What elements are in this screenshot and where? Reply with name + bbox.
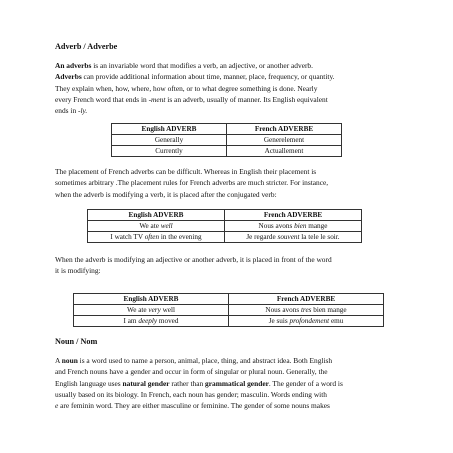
table-header-row	[74, 294, 384, 305]
cell-english: We ate very well	[74, 305, 229, 316]
noun-line-2: and French nouns have a gender and occur in form of singular or plural noun. Generally, the	[55, 367, 328, 377]
adjective-line-1: When the adverb is modifying an adjective or another adverb, it is placed in front of the word	[55, 255, 332, 264]
header-french: French ADVERBE	[225, 210, 362, 221]
cell-english: I am deeply moved	[74, 316, 229, 327]
cell-english: We ate well	[88, 221, 225, 232]
intro-line-4: every French word that ends in -ment is an adverb, usually of manner. Its English equivalent	[55, 94, 328, 104]
table-row	[88, 232, 362, 243]
table-row	[74, 316, 384, 327]
header-english: English ADVERB	[112, 124, 227, 135]
intro-line-3: They explain when, how, where, how often, or to what degree something is done. Nearly	[55, 83, 318, 93]
adjective-placement-paragraph	[55, 254, 398, 277]
placement-paragraph	[55, 166, 398, 200]
cell-english: Currently	[112, 146, 227, 157]
table-row	[112, 135, 342, 146]
header-french: French ADVERBE	[229, 294, 384, 305]
table-row	[74, 305, 384, 316]
noun-paragraph	[55, 355, 398, 411]
header-english: English ADVERB	[88, 210, 225, 221]
noun-heading: Noun / Nom	[55, 337, 98, 346]
cell-english: Generally	[112, 135, 227, 146]
placement-line-1: The placement of French adverbs can be difficult. Whereas in English their placement is	[55, 167, 317, 176]
noun-line-1: A noun is a word used to name a person, animal, place, thing, and abstract idea. Both English	[55, 356, 333, 365]
cell-french: Actuallement	[227, 146, 342, 157]
header-french: French ADVERBE	[227, 124, 342, 135]
cell-french: Generelement	[227, 135, 342, 146]
adverb-table-2	[87, 209, 362, 243]
intro-line-2: Adverbs can provide additional information about time, manner, place, frequency, or quantity.	[55, 72, 335, 82]
header-english: English ADVERB	[74, 294, 229, 305]
table-header-row	[112, 124, 342, 135]
table-header-row	[88, 210, 362, 221]
cell-english: I watch TV often in the evening	[88, 232, 225, 243]
cell-french: Je suis profondement emu	[229, 316, 384, 327]
adverb-table-3	[73, 293, 384, 327]
cell-french: Je regarde souvent la tele le soir.	[225, 232, 362, 243]
cell-french: Nous avons tres bien mange	[229, 305, 384, 316]
intro-line-1: An adverbs is an invariable word that modifies a verb, an adjective, or another adverb.	[55, 61, 313, 70]
adjective-line-2: it is modifying:	[55, 266, 101, 276]
adverb-intro-paragraph	[55, 60, 398, 116]
adverb-table-1	[111, 123, 342, 157]
adverb-heading: Adverb / Adverbe	[55, 42, 118, 51]
cell-french: Nous avons bien mange	[225, 221, 362, 232]
noun-line-3: English language uses natural gender rather than grammatical gender. The gender of a word is	[55, 378, 343, 388]
intro-line-5: ends in -ly.	[55, 106, 88, 116]
noun-line-5: e are feminin word. They are either masculine or feminine. The gender of some nouns makes	[55, 401, 330, 411]
placement-line-2: sometimes arbitrary .The placement rules for French adverbs are much stricter. For instance,	[55, 178, 329, 188]
table-row	[112, 146, 342, 157]
table-row	[88, 221, 362, 232]
noun-line-4: usually based on its biology. In French, each noun has gender; masculin. Words ending with	[55, 389, 327, 399]
placement-line-3: when the adverb is modifying a verb, it is placed after the conjugated verb:	[55, 189, 277, 199]
